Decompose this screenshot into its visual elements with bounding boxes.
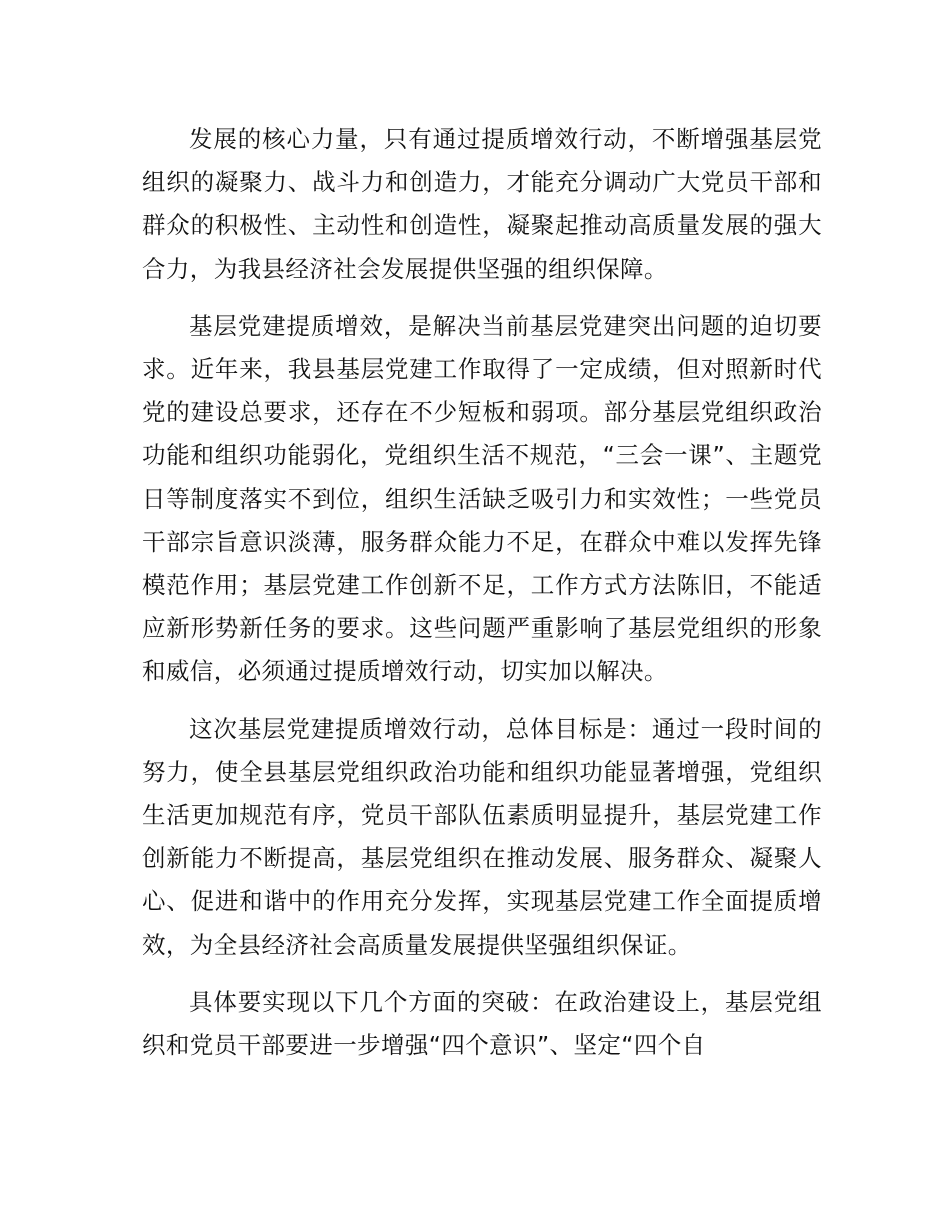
paragraph-2: 基层党建提质增效，是解决当前基层党建突出问题的迫切要求。近年来，我县基层党建工作取得了一定成绩，但对照新时代党的建设总要求，还存在不少短板和弱项。部分基层党组织政治功能和组织功能弱化，党组织生活不规范，“三会一课”、主题党日等制度落实不到位，组织生活缺乏吸引力和实效性；一些党员干部宗旨意识淡薄，服务群众能力不足，在群众中难以发挥先锋模范作用；基层党建工作创新不足，工作方式方法陈旧，不能适应新形势新任务的要求。这些问题严重影响了基层党组织的形象和威信，必须通过提质增效行动，切实加以解决。 [142, 311, 822, 686]
paragraph-1: 发展的核心力量，只有通过提质增效行动，不断增强基层党组织的凝聚力、战斗力和创造力，才能充分调动广大党员干部和群众的积极性、主动性和创造性，凝聚起推动高质量发展的强大合力，为我县经济社会发展提供坚强的组织保障。 [142, 125, 822, 283]
document-body [142, 118, 822, 1081]
paragraph-3: 这次基层党建提质增效行动，总体目标是：通过一段时间的努力，使全县基层党组织政治功能和组织功能显著增强，党组织生活更加规范有序，党员干部队伍素质明显提升，基层党建工作创新能力不断提高，基层党组织在推动发展、服务群众、凝聚人心、促进和谐中的作用充分发挥，实现基层党建工作全面提质增效，为全县经济社会高质量发展提供坚强组织保证。 [142, 714, 822, 959]
paragraph-4: 具体要实现以下几个方面的突破：在政治建设上，基层党组织和党员干部要进一步增强“四个意识”、坚定“四个自 [142, 987, 822, 1060]
